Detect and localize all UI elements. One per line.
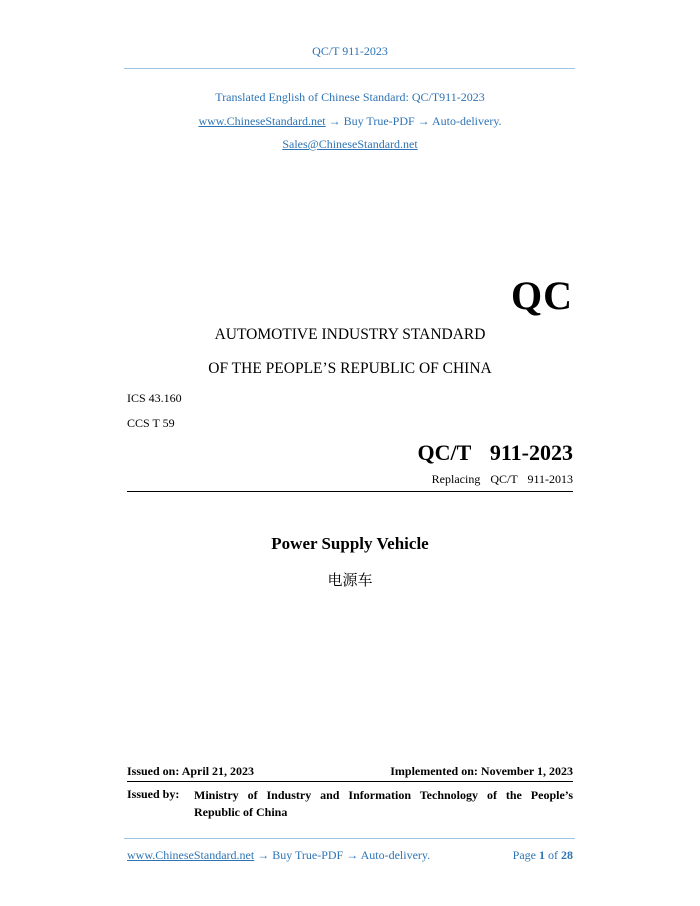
implemented-on-date: Implemented on: November 1, 2023 xyxy=(390,764,573,778)
issued-on-date: Issued on: April 21, 2023 xyxy=(127,764,255,778)
sales-email-link[interactable]: Sales@ChineseStandard.net xyxy=(282,137,418,151)
qc-standard-mark: QC xyxy=(511,273,573,318)
purchase-line xyxy=(0,114,700,129)
page-indicator xyxy=(513,848,573,863)
header-divider xyxy=(124,68,575,69)
translated-notice: Translated English of Chinese Standard: QC/T911-2023 xyxy=(215,90,485,104)
arrow-right-icon: → xyxy=(346,848,359,862)
email-line xyxy=(0,137,700,152)
buy-true-pdf-text: Buy True-PDF xyxy=(343,114,415,128)
issued-by-authority: Ministry of Industry and Information Technology of the People’s Republic of China xyxy=(194,788,573,819)
arrow-right-icon: → xyxy=(328,114,341,128)
arrow-right-icon: → xyxy=(417,114,430,128)
footer-divider xyxy=(124,838,575,839)
issued-by-label: Issued by: xyxy=(127,787,180,801)
footer-purchase-line xyxy=(127,848,430,863)
arrow-right-icon: → xyxy=(257,848,270,862)
header-standard-code: QC/T 911-2023 xyxy=(312,44,388,58)
dates-divider xyxy=(127,781,573,782)
of-label: of xyxy=(548,848,558,862)
standard-type-line2: OF THE PEOPLE’S REPUBLIC OF CHINA xyxy=(208,360,492,377)
page-label: Page xyxy=(512,848,536,862)
footer-buy-text: Buy True-PDF xyxy=(272,848,344,862)
footer-website-link[interactable]: www.ChineseStandard.net xyxy=(127,848,255,862)
auto-delivery-text: Auto-delivery. xyxy=(432,114,502,128)
standard-type-line1: AUTOMOTIVE INDUSTRY STANDARD xyxy=(214,326,486,343)
page-total: 28 xyxy=(561,848,573,862)
standard-number: QC/T 911-2023 xyxy=(417,440,573,465)
ccs-code: CCS T 59 xyxy=(127,416,175,430)
replacing-note: Replacing QC/T 911-2013 xyxy=(431,472,573,486)
website-link[interactable]: www.ChineseStandard.net xyxy=(198,114,326,128)
page-number: 1 xyxy=(539,848,545,862)
ics-code: ICS 43.160 xyxy=(127,391,182,405)
footer-delivery-text: Auto-delivery. xyxy=(360,848,431,862)
document-title-chinese: 电源车 xyxy=(327,571,373,589)
document-title-english: Power Supply Vehicle xyxy=(271,534,429,553)
title-divider xyxy=(127,491,573,492)
